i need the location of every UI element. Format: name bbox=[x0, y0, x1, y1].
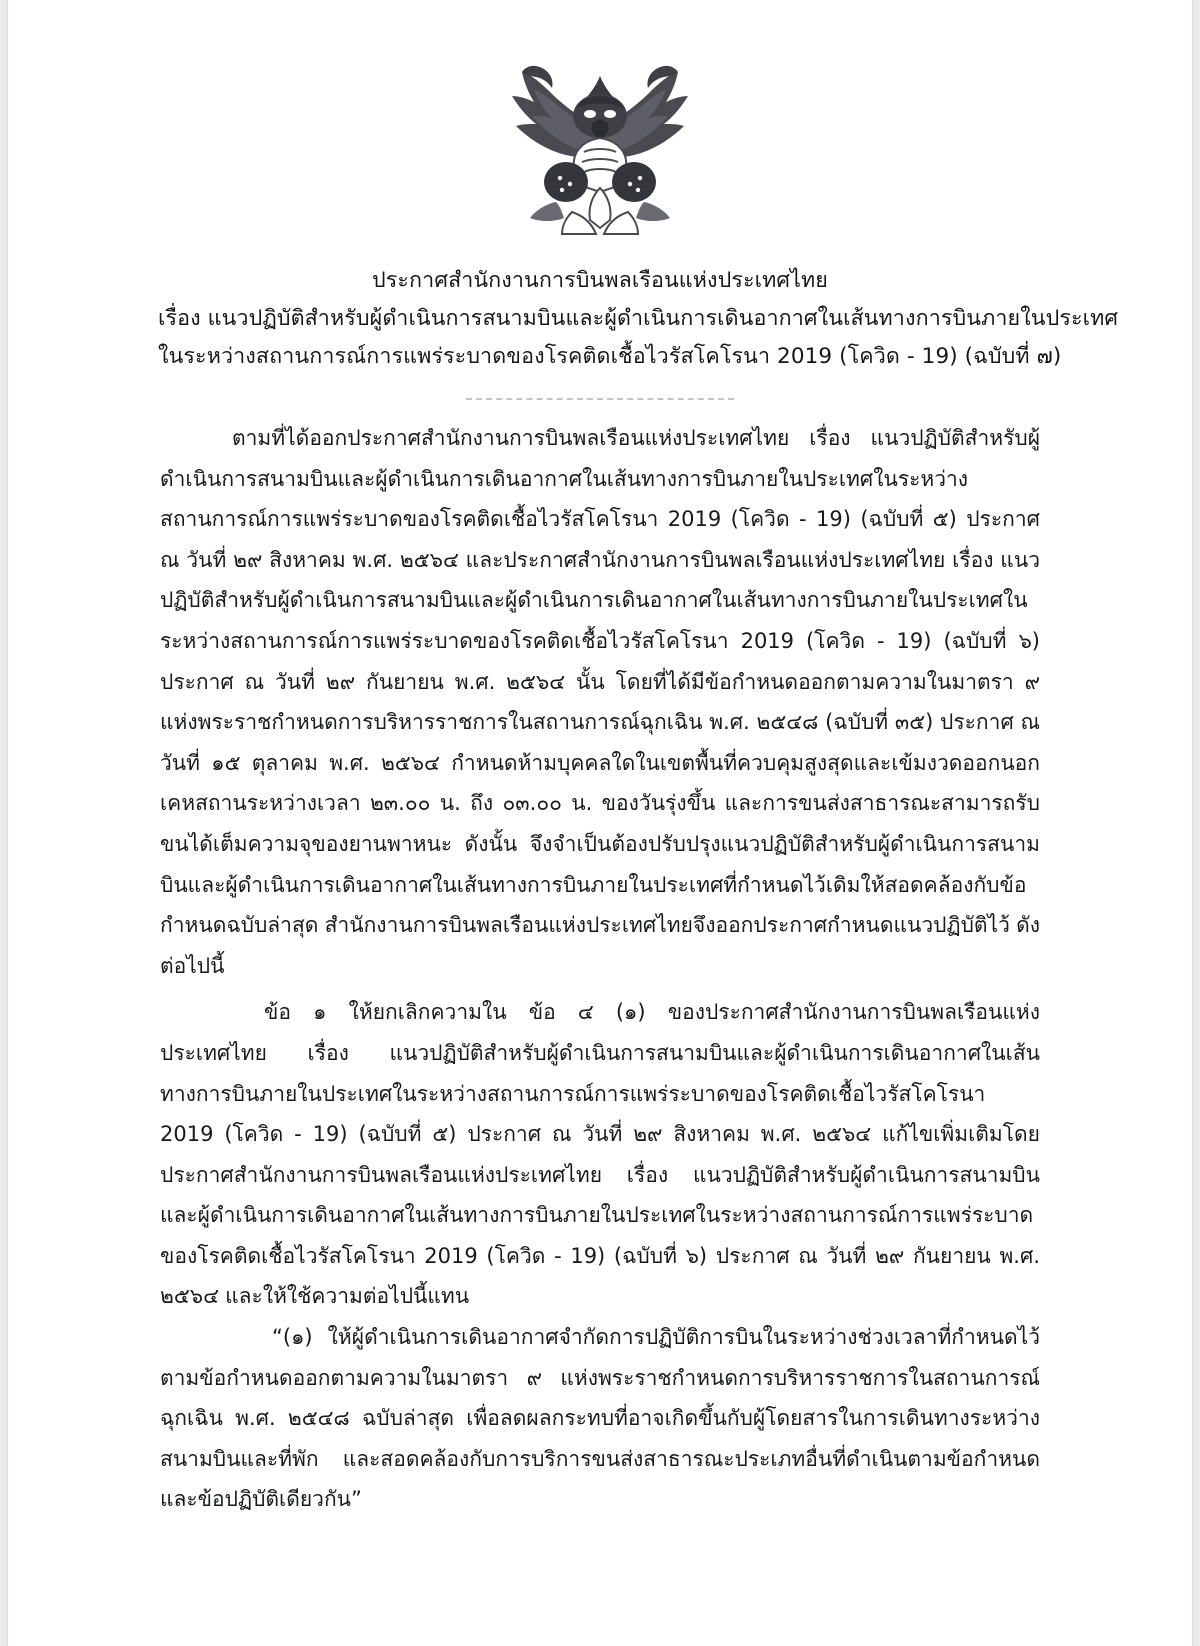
dashed-separator bbox=[466, 398, 734, 400]
emblem-container bbox=[8, 0, 1192, 240]
thai-garuda-emblem bbox=[500, 62, 700, 240]
document-header bbox=[8, 262, 1192, 376]
document-body bbox=[160, 410, 1040, 1520]
header-line-subject-cont: ในระหว่างสถานการณ์การแพร่ระบาดของโรคติดเชื้อไวรัสโคโรนา 2019 (โควิด - 19) (ฉบับที่ ๗) bbox=[158, 344, 1062, 369]
paragraph-quoted-clause: “(๑) ให้ผู้ดำเนินการเดินอากาศจำกัดการปฏิบัติการบินในระหว่างช่วงเวลาที่กำหนดไว้ตามข้อกำหนดออกตามความในมาตรา ๙ แห่งพระราชกำหนดการบริหารราชการในสถานการณ์ฉุกเฉิน พ.ศ. ๒๕๔๘ ฉบับล่าสุด เพื่อลดผลกระทบที่อาจเกิดขึ้นกับผู้โดยสารในการเดินทางระหว่างสนามบินและที่พัก และสอดคล้องกับการบริการขนส่งสาธารณะประเภทอื่นที่ดำเนินตามข้อกำหนดและข้อปฏิบัติเดียวกัน” bbox=[160, 1325, 1040, 1512]
paragraph-clause-1: ข้อ ๑ ให้ยกเลิกความใน ข้อ ๔ (๑) ของประกาศสำนักงานการบินพลเรือนแห่งประเทศไทย เรื่อง แนวปฏิบัติสำหรับผู้ดำเนินการสนามบินและผู้ดำเนินการเดินอากาศในเส้นทางการบินภายในประเทศในระหว่างสถานการณ์การแพร่ระบาดของโรคติดเชื้อไวรัสโคโรนา 2019 (โควิด - 19) (ฉบับที่ ๕) ประกาศ ณ วันที่ ๒๙ สิงหาคม พ.ศ. ๒๕๖๔ แก้ไขเพิ่มเติมโดยประกาศสำนักงานการบินพลเรือนแห่งประเทศไทย เรื่อง แนวปฏิบัติสำหรับผู้ดำเนินการสนามบินและผู้ดำเนินการเดินอากาศในเส้นทางการบินภายในประเทศในระหว่างสถานการณ์การแพร่ระบาดของโรคติดเชื้อไวรัสโคโรนา 2019 (โควิด - 19) (ฉบับที่ ๖) ประกาศ ณ วันที่ ๒๙ กันยายน พ.ศ. ๒๕๖๔ และให้ใช้ความต่อไปนี้แทน bbox=[160, 1000, 1040, 1309]
divider-container bbox=[8, 398, 1192, 400]
paragraph-preamble: ตามที่ได้ออกประกาศสำนักงานการบินพลเรือนแห่งประเทศไทย เรื่อง แนวปฏิบัติสำหรับผู้ดำเนินการสนามบินและผู้ดำเนินการเดินอากาศในเส้นทางการบินภายในประเทศในระหว่างสถานการณ์การแพร่ระบาดของโรคติดเชื้อไวรัสโคโรนา 2019 (โควิด - 19) (ฉบับที่ ๕) ประกาศ ณ วันที่ ๒๙ สิงหาคม พ.ศ. ๒๕๖๔ และประกาศสำนักงานการบินพลเรือนแห่งประเทศไทย เรื่อง แนวปฏิบัติสำหรับผู้ดำเนินการสนามบินและผู้ดำเนินการเดินอากาศในเส้นทางการบินภายในประเทศในระหว่างสถานการณ์การแพร่ระบาดของโรคติดเชื้อไวรัสโคโรนา 2019 (โควิด - 19) (ฉบับที่ ๖) ประกาศ ณ วันที่ ๒๙ กันยายน พ.ศ. ๒๕๖๔ นั้น โดยที่ได้มีข้อกำหนดออกตามความในมาตรา ๙ แห่งพระราชกำหนดการบริหารราชการในสถานการณ์ฉุกเฉิน พ.ศ. ๒๕๔๘ (ฉบับที่ ๓๕) ประกาศ ณ วันที่ ๑๕ ตุลาคม พ.ศ. ๒๕๖๔ กำหนดห้ามบุคคลใดในเขตพื้นที่ควบคุมสูงสุดและเข้มงวดออกนอกเคหสถานระหว่างเวลา ๒๓.๐๐ น. ถึง ๐๓.๐๐ น. ของวันรุ่งขึ้น และการขนส่งสาธารณะสามารถรับขนได้เต็มความจุของยานพาหนะ ดังนั้น จึงจำเป็นต้องปรับปรุงแนวปฏิบัติสำหรับผู้ดำเนินการสนามบินและผู้ดำเนินการเดินอากาศในเส้นทางการบินภายในประเทศที่กำหนดไว้เดิมให้สอดคล้องกับข้อกำหนดฉบับล่าสุด สำนักงานการบินพลเรือนแห่งประเทศไทยจึงออกประกาศกำหนดแนวปฏิบัติไว้ ดังต่อไปนี้ bbox=[160, 426, 1040, 978]
document-page bbox=[8, 0, 1192, 1646]
header-line-organization: ประกาศสำนักงานการบินพลเรือนแห่งประเทศไทย bbox=[371, 268, 829, 293]
header-line-subject: เรื่อง แนวปฏิบัติสำหรับผู้ดำเนินการสนามบินและผู้ดำเนินการเดินอากาศในเส้นทางการบินภายในประเทศ bbox=[158, 306, 1119, 331]
